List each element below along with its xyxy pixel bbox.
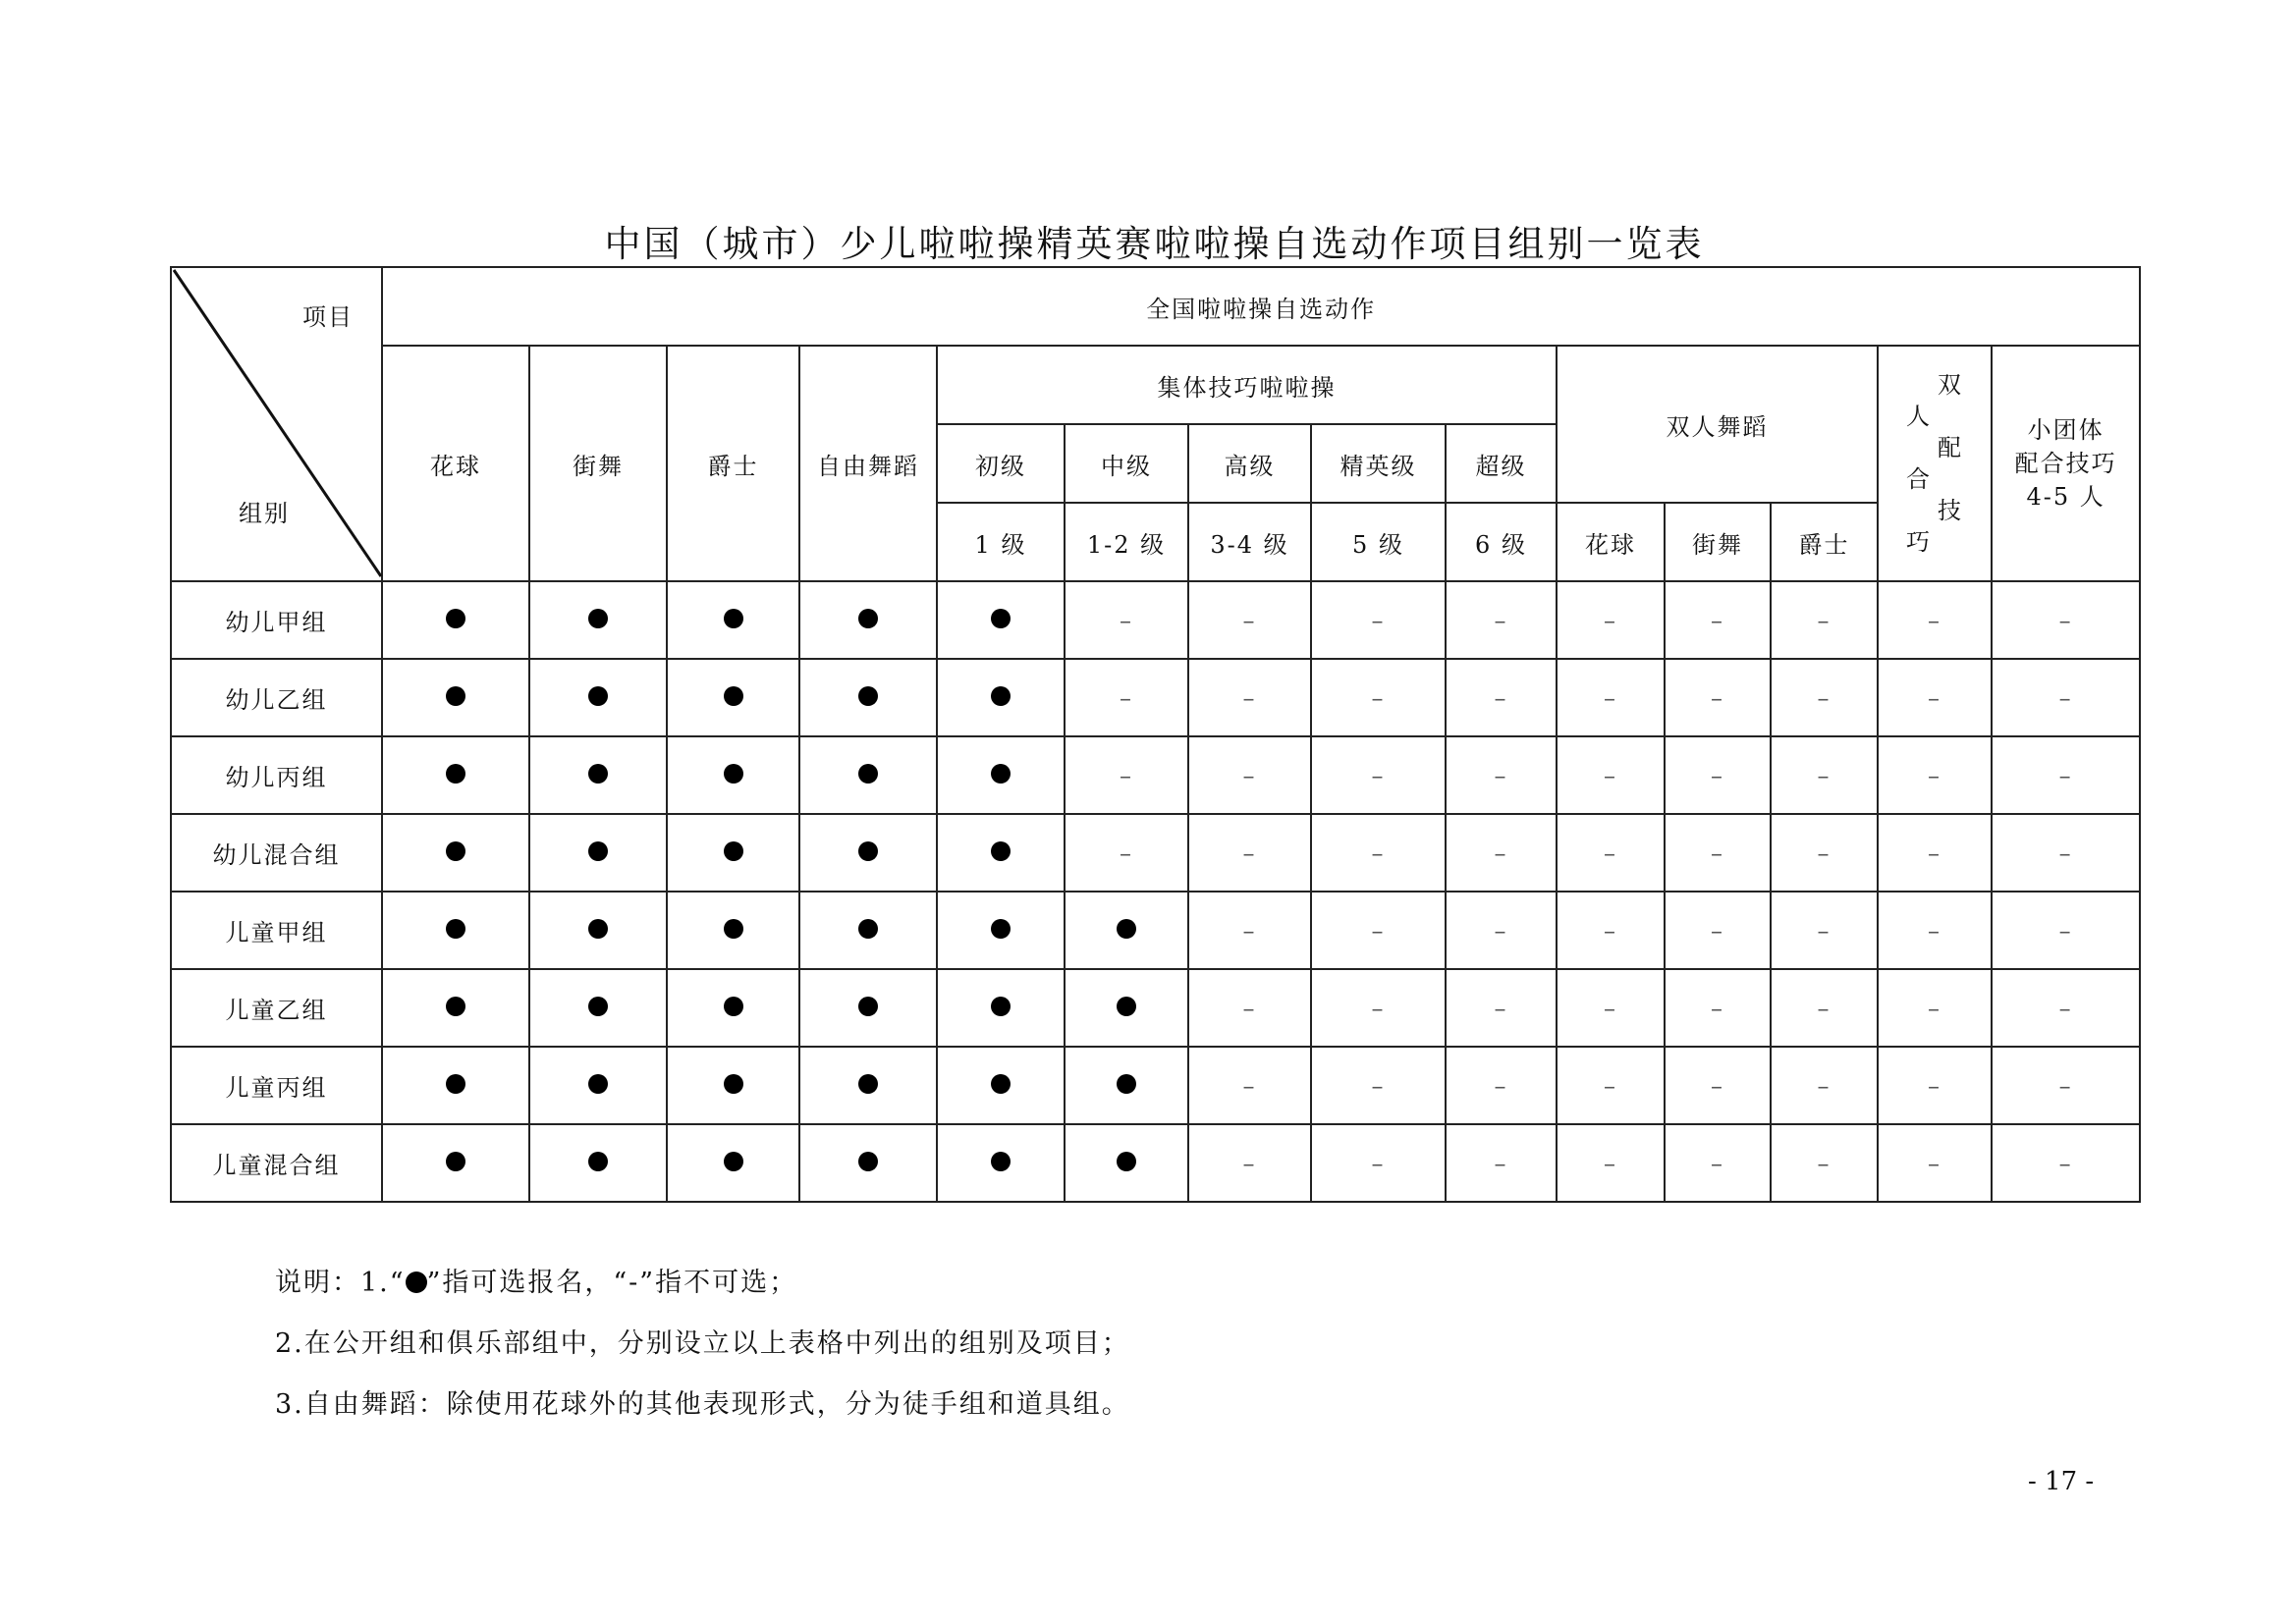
mark-cell <box>1188 814 1311 892</box>
mark-cell <box>1557 1124 1665 1202</box>
mark-cell <box>1771 1047 1878 1124</box>
dash-mark: – <box>1604 761 1617 789</box>
col-header-shuangren: 双人舞蹈 <box>1557 346 1878 503</box>
jiti-sub-level: 6 级 <box>1446 503 1557 581</box>
dot-icon <box>991 686 1011 706</box>
dot-icon <box>588 919 608 939</box>
dot-icon <box>858 609 878 628</box>
jiti-sub-level: 3-4 级 <box>1188 503 1311 581</box>
dash-mark: – <box>1371 761 1386 789</box>
table-row <box>171 1047 2140 1124</box>
mark-cell <box>1665 969 1771 1047</box>
dot-icon <box>446 764 465 784</box>
mark-cell <box>1446 1124 1557 1202</box>
dash-mark: – <box>1817 683 1831 712</box>
mark-cell <box>937 969 1065 1047</box>
mark-cell <box>799 969 937 1047</box>
dot-icon <box>446 686 465 706</box>
mark-cell <box>382 736 529 814</box>
mark-cell <box>1446 736 1557 814</box>
dot-icon <box>1117 1074 1136 1094</box>
dash-mark: – <box>1371 839 1386 867</box>
dot-icon <box>588 686 608 706</box>
dash-mark: – <box>1604 994 1617 1022</box>
dot-icon <box>588 1074 608 1094</box>
table-row <box>171 814 2140 892</box>
top-header-cell: 全国啦啦操自选动作 <box>382 267 2140 346</box>
mark-cell <box>1992 736 2140 814</box>
mark-cell <box>529 736 667 814</box>
mark-cell <box>1188 736 1311 814</box>
table-row <box>171 736 2140 814</box>
col-header-jiewu: 街舞 <box>529 346 667 581</box>
dot-icon <box>991 841 1011 861</box>
dot-icon <box>588 609 608 628</box>
mark-cell <box>1992 1124 2140 1202</box>
mark-cell <box>1992 814 2140 892</box>
mark-cell <box>1771 659 1878 736</box>
mark-cell <box>1188 1124 1311 1202</box>
jiti-sub-level: 5 级 <box>1311 503 1446 581</box>
dash-mark: – <box>1242 994 1257 1022</box>
group-name-cell: 幼儿乙组 <box>171 659 382 736</box>
mark-cell <box>1446 814 1557 892</box>
mark-cell <box>1771 736 1878 814</box>
dot-icon <box>588 841 608 861</box>
mark-cell <box>1065 814 1188 892</box>
mark-cell <box>1311 659 1446 736</box>
mark-cell <box>667 736 799 814</box>
dot-icon <box>406 1271 427 1293</box>
dash-mark: – <box>1928 994 1941 1022</box>
vtext-char: 配 <box>1938 434 1963 461</box>
mark-cell <box>937 1047 1065 1124</box>
mark-cell <box>937 1124 1065 1202</box>
mark-cell <box>1557 581 1665 659</box>
dash-mark: – <box>1711 994 1724 1022</box>
col-header-jueshi: 爵士 <box>667 346 799 581</box>
table-row <box>171 581 2140 659</box>
dash-mark: – <box>1817 994 1831 1022</box>
jiti-sub-name: 中级 <box>1065 424 1188 503</box>
col-header-ziyou: 自由舞蹈 <box>799 346 937 581</box>
dash-mark: – <box>1928 916 1941 945</box>
mark-cell <box>382 814 529 892</box>
mark-cell <box>529 581 667 659</box>
dash-mark: – <box>1928 1149 1941 1177</box>
dash-mark: – <box>1928 606 1941 634</box>
mark-cell <box>1188 659 1311 736</box>
dot-icon <box>446 1074 465 1094</box>
xiaotuanti-line: 4-5 人 <box>2026 483 2105 511</box>
dash-mark: – <box>1817 916 1831 945</box>
dot-icon <box>858 841 878 861</box>
mark-cell <box>1878 814 1992 892</box>
mark-cell <box>1065 581 1188 659</box>
mark-cell <box>667 892 799 969</box>
dot-icon <box>724 919 743 939</box>
dash-mark: – <box>1242 1149 1257 1177</box>
xiaotuanti-line: 配合技巧 <box>2014 450 2117 477</box>
mark-cell <box>1771 1124 1878 1202</box>
col-header-jiti: 集体技巧啦啦操 <box>937 346 1557 424</box>
mark-cell <box>799 581 937 659</box>
jiti-sub-name: 初级 <box>937 424 1065 503</box>
dash-mark: – <box>1371 606 1386 634</box>
dot-icon <box>588 997 608 1016</box>
event-group-table <box>170 266 2141 1203</box>
mark-cell <box>1311 1047 1446 1124</box>
dash-mark: – <box>1604 683 1617 712</box>
dot-icon <box>1117 919 1136 939</box>
dash-mark: – <box>1242 606 1257 634</box>
xiaotuanti-line: 小团体 <box>2027 416 2105 444</box>
table-row <box>171 1124 2140 1202</box>
dash-mark: – <box>1928 683 1941 712</box>
dash-mark: – <box>1817 606 1831 634</box>
mark-cell <box>667 969 799 1047</box>
mark-cell <box>1065 659 1188 736</box>
dash-mark: – <box>1242 916 1257 945</box>
mark-cell <box>799 1047 937 1124</box>
dot-icon <box>724 764 743 784</box>
mark-cell <box>937 892 1065 969</box>
dash-mark: – <box>1604 1149 1617 1177</box>
mark-cell <box>1311 1124 1446 1202</box>
page-number: - 17 - <box>2028 1467 2095 1496</box>
mark-cell <box>1771 581 1878 659</box>
jiti-sub-level: 1 级 <box>937 503 1065 581</box>
mark-cell <box>382 892 529 969</box>
mark-cell <box>1665 1047 1771 1124</box>
jiti-sub-name: 超级 <box>1446 424 1557 503</box>
mark-cell <box>1065 892 1188 969</box>
mark-cell <box>1065 969 1188 1047</box>
dot-icon <box>588 1152 608 1171</box>
mark-cell <box>1992 581 2140 659</box>
dash-mark: – <box>1711 1071 1724 1100</box>
mark-cell <box>1771 814 1878 892</box>
dot-icon <box>991 609 1011 628</box>
dash-mark: – <box>1120 606 1133 634</box>
dash-mark: – <box>2058 683 2073 712</box>
mark-cell <box>1665 1124 1771 1202</box>
table-row <box>171 659 2140 736</box>
dot-icon <box>446 997 465 1016</box>
mark-cell <box>529 659 667 736</box>
mark-cell <box>1771 969 1878 1047</box>
dash-mark: – <box>1928 839 1941 867</box>
dash-mark: – <box>1604 916 1617 945</box>
vtext-char: 合 <box>1906 465 1932 493</box>
dash-mark: – <box>2058 1149 2073 1177</box>
mark-cell <box>382 581 529 659</box>
dash-mark: – <box>1711 916 1724 945</box>
dot-icon <box>991 1152 1011 1171</box>
dash-mark: – <box>1817 1071 1831 1100</box>
vtext-char: 巧 <box>1906 528 1932 556</box>
mark-cell <box>667 659 799 736</box>
dash-mark: – <box>1711 606 1724 634</box>
col-header-shuangren-peihe <box>1878 346 1992 581</box>
dash-mark: – <box>1494 994 1508 1022</box>
table-row <box>171 892 2140 969</box>
dash-mark: – <box>1242 1071 1257 1100</box>
shuangren-sub: 爵士 <box>1771 503 1878 581</box>
mark-cell <box>1311 892 1446 969</box>
mark-cell <box>382 659 529 736</box>
dot-icon <box>858 919 878 939</box>
col-header-huaqiu: 花球 <box>382 346 529 581</box>
mark-cell <box>529 1047 667 1124</box>
group-name-cell: 幼儿甲组 <box>171 581 382 659</box>
mark-cell <box>937 581 1065 659</box>
dot-icon <box>858 764 878 784</box>
dot-icon <box>724 1074 743 1094</box>
dot-icon <box>1117 1152 1136 1171</box>
mark-cell <box>1065 1124 1188 1202</box>
mark-cell <box>1557 1047 1665 1124</box>
page-title: 中国（城市）少儿啦啦操精英赛啦啦操自选动作项目组别一览表 <box>604 223 1705 265</box>
dash-mark: – <box>1494 683 1508 712</box>
jiti-sub-level: 1-2 级 <box>1065 503 1188 581</box>
mark-cell <box>1065 736 1188 814</box>
vtext-char: 人 <box>1906 403 1932 430</box>
mark-cell <box>1878 736 1992 814</box>
dot-icon <box>1117 997 1136 1016</box>
dash-mark: – <box>1604 839 1617 867</box>
group-name-cell: 幼儿丙组 <box>171 736 382 814</box>
dash-mark: – <box>1494 1071 1508 1100</box>
dot-icon <box>991 997 1011 1016</box>
dash-mark: – <box>1371 916 1386 945</box>
dash-mark: – <box>1817 839 1831 867</box>
dash-mark: – <box>1120 761 1133 789</box>
mark-cell <box>1311 581 1446 659</box>
dot-icon <box>724 1152 743 1171</box>
mark-cell <box>1446 1047 1557 1124</box>
group-name-cell: 儿童乙组 <box>171 969 382 1047</box>
mark-cell <box>667 814 799 892</box>
note-3: 3.自由舞蹈：除使用花球外的其他表现形式，分为徒手组和道具组。 <box>275 1389 1130 1420</box>
dot-icon <box>588 764 608 784</box>
vtext-char: 双 <box>1938 371 1963 399</box>
mark-cell <box>937 736 1065 814</box>
mark-cell <box>1557 969 1665 1047</box>
dash-mark: – <box>1711 839 1724 867</box>
dash-mark: – <box>1494 761 1508 789</box>
mark-cell <box>529 969 667 1047</box>
mark-cell <box>937 659 1065 736</box>
dot-icon <box>991 764 1011 784</box>
mark-cell <box>1992 659 2140 736</box>
table-row <box>171 969 2140 1047</box>
dash-mark: – <box>1371 683 1386 712</box>
mark-cell <box>1311 736 1446 814</box>
shuangren-sub: 街舞 <box>1665 503 1771 581</box>
dash-mark: – <box>1604 606 1617 634</box>
mark-cell <box>1311 969 1446 1047</box>
mark-cell <box>1878 892 1992 969</box>
mark-cell <box>1446 659 1557 736</box>
mark-cell <box>1665 736 1771 814</box>
dash-mark: – <box>1711 761 1724 789</box>
dash-mark: – <box>1120 683 1133 712</box>
dash-mark: – <box>2058 606 2073 634</box>
mark-cell <box>667 581 799 659</box>
dash-mark: – <box>1817 1149 1831 1177</box>
dash-mark: – <box>2058 761 2073 789</box>
dash-mark: – <box>2058 839 2073 867</box>
dot-icon <box>991 1074 1011 1094</box>
dash-mark: – <box>1242 761 1257 789</box>
dash-mark: – <box>1371 1071 1386 1100</box>
group-name-cell: 儿童甲组 <box>171 892 382 969</box>
mark-cell <box>799 814 937 892</box>
dot-icon <box>446 609 465 628</box>
note-2: 2.在公开组和俱乐部组中，分别设立以上表格中列出的组别及项目； <box>275 1328 1130 1359</box>
dot-icon <box>446 919 465 939</box>
dash-mark: – <box>2058 994 2073 1022</box>
mark-cell <box>1188 1047 1311 1124</box>
jiti-sub-name: 高级 <box>1188 424 1311 503</box>
mark-cell <box>667 1124 799 1202</box>
mark-cell <box>1771 892 1878 969</box>
dash-mark: – <box>1711 683 1724 712</box>
notes-block <box>275 1253 1130 1435</box>
mark-cell <box>529 892 667 969</box>
mark-cell <box>799 736 937 814</box>
mark-cell <box>1446 969 1557 1047</box>
dot-icon <box>446 1152 465 1171</box>
dot-icon <box>724 997 743 1016</box>
mark-cell <box>1878 581 1992 659</box>
dash-mark: – <box>1242 839 1257 867</box>
mark-cell <box>1992 969 2140 1047</box>
vtext-char: 技 <box>1938 497 1963 524</box>
dash-mark: – <box>1604 1071 1617 1100</box>
dash-mark: – <box>1120 839 1133 867</box>
dot-icon <box>991 919 1011 939</box>
mark-cell <box>529 814 667 892</box>
mark-cell <box>382 1124 529 1202</box>
mark-cell <box>1446 581 1557 659</box>
dot-icon <box>724 609 743 628</box>
mark-cell <box>1992 892 2140 969</box>
mark-cell <box>937 814 1065 892</box>
dash-mark: – <box>1494 916 1508 945</box>
dash-mark: – <box>1494 1149 1508 1177</box>
mark-cell <box>1446 892 1557 969</box>
dash-mark: – <box>2058 1071 2073 1100</box>
note-1-prefix: 说明：1.“ <box>275 1268 406 1298</box>
mark-cell <box>529 1124 667 1202</box>
dot-icon <box>858 686 878 706</box>
mark-cell <box>1878 659 1992 736</box>
col-header-xiaotuanti <box>1992 346 2140 581</box>
dash-mark: – <box>1928 1071 1941 1100</box>
dash-mark: – <box>2058 916 2073 945</box>
note-1 <box>275 1253 1130 1314</box>
mark-cell <box>1665 659 1771 736</box>
dash-mark: – <box>1494 839 1508 867</box>
mark-cell <box>667 1047 799 1124</box>
corner-header-cell <box>171 267 382 581</box>
dash-mark: – <box>1711 1149 1724 1177</box>
shuangren-sub: 花球 <box>1557 503 1665 581</box>
dash-mark: – <box>1494 606 1508 634</box>
dot-icon <box>858 1074 878 1094</box>
dash-mark: – <box>1371 994 1386 1022</box>
mark-cell <box>799 659 937 736</box>
group-name-cell: 幼儿混合组 <box>171 814 382 892</box>
mark-cell <box>382 969 529 1047</box>
mark-cell <box>1557 892 1665 969</box>
group-name-cell: 儿童丙组 <box>171 1047 382 1124</box>
dot-icon <box>724 841 743 861</box>
dash-mark: – <box>1817 761 1831 789</box>
jiti-sub-name: 精英级 <box>1311 424 1446 503</box>
mark-cell <box>1188 969 1311 1047</box>
mark-cell <box>1188 581 1311 659</box>
dash-mark: – <box>1928 761 1941 789</box>
dot-icon <box>858 997 878 1016</box>
mark-cell <box>1188 892 1311 969</box>
dash-mark: – <box>1242 683 1257 712</box>
mark-cell <box>1311 814 1446 892</box>
corner-group-label: 组别 <box>239 500 290 527</box>
dot-icon <box>724 686 743 706</box>
note-1-rest: ”指可选报名，“-”指不可选； <box>426 1268 798 1298</box>
mark-cell <box>382 1047 529 1124</box>
corner-project-label: 项目 <box>302 303 354 331</box>
mark-cell <box>1665 892 1771 969</box>
mark-cell <box>1878 1047 1992 1124</box>
dash-mark: – <box>1371 1149 1386 1177</box>
group-name-cell: 儿童混合组 <box>171 1124 382 1202</box>
mark-cell <box>1992 1047 2140 1124</box>
mark-cell <box>1665 581 1771 659</box>
mark-cell <box>799 892 937 969</box>
dot-icon <box>446 841 465 861</box>
mark-cell <box>1065 1047 1188 1124</box>
mark-cell <box>1557 736 1665 814</box>
dot-icon <box>858 1152 878 1171</box>
mark-cell <box>1878 1124 1992 1202</box>
mark-cell <box>1557 814 1665 892</box>
mark-cell <box>1878 969 1992 1047</box>
mark-cell <box>1665 814 1771 892</box>
mark-cell <box>1557 659 1665 736</box>
mark-cell <box>799 1124 937 1202</box>
